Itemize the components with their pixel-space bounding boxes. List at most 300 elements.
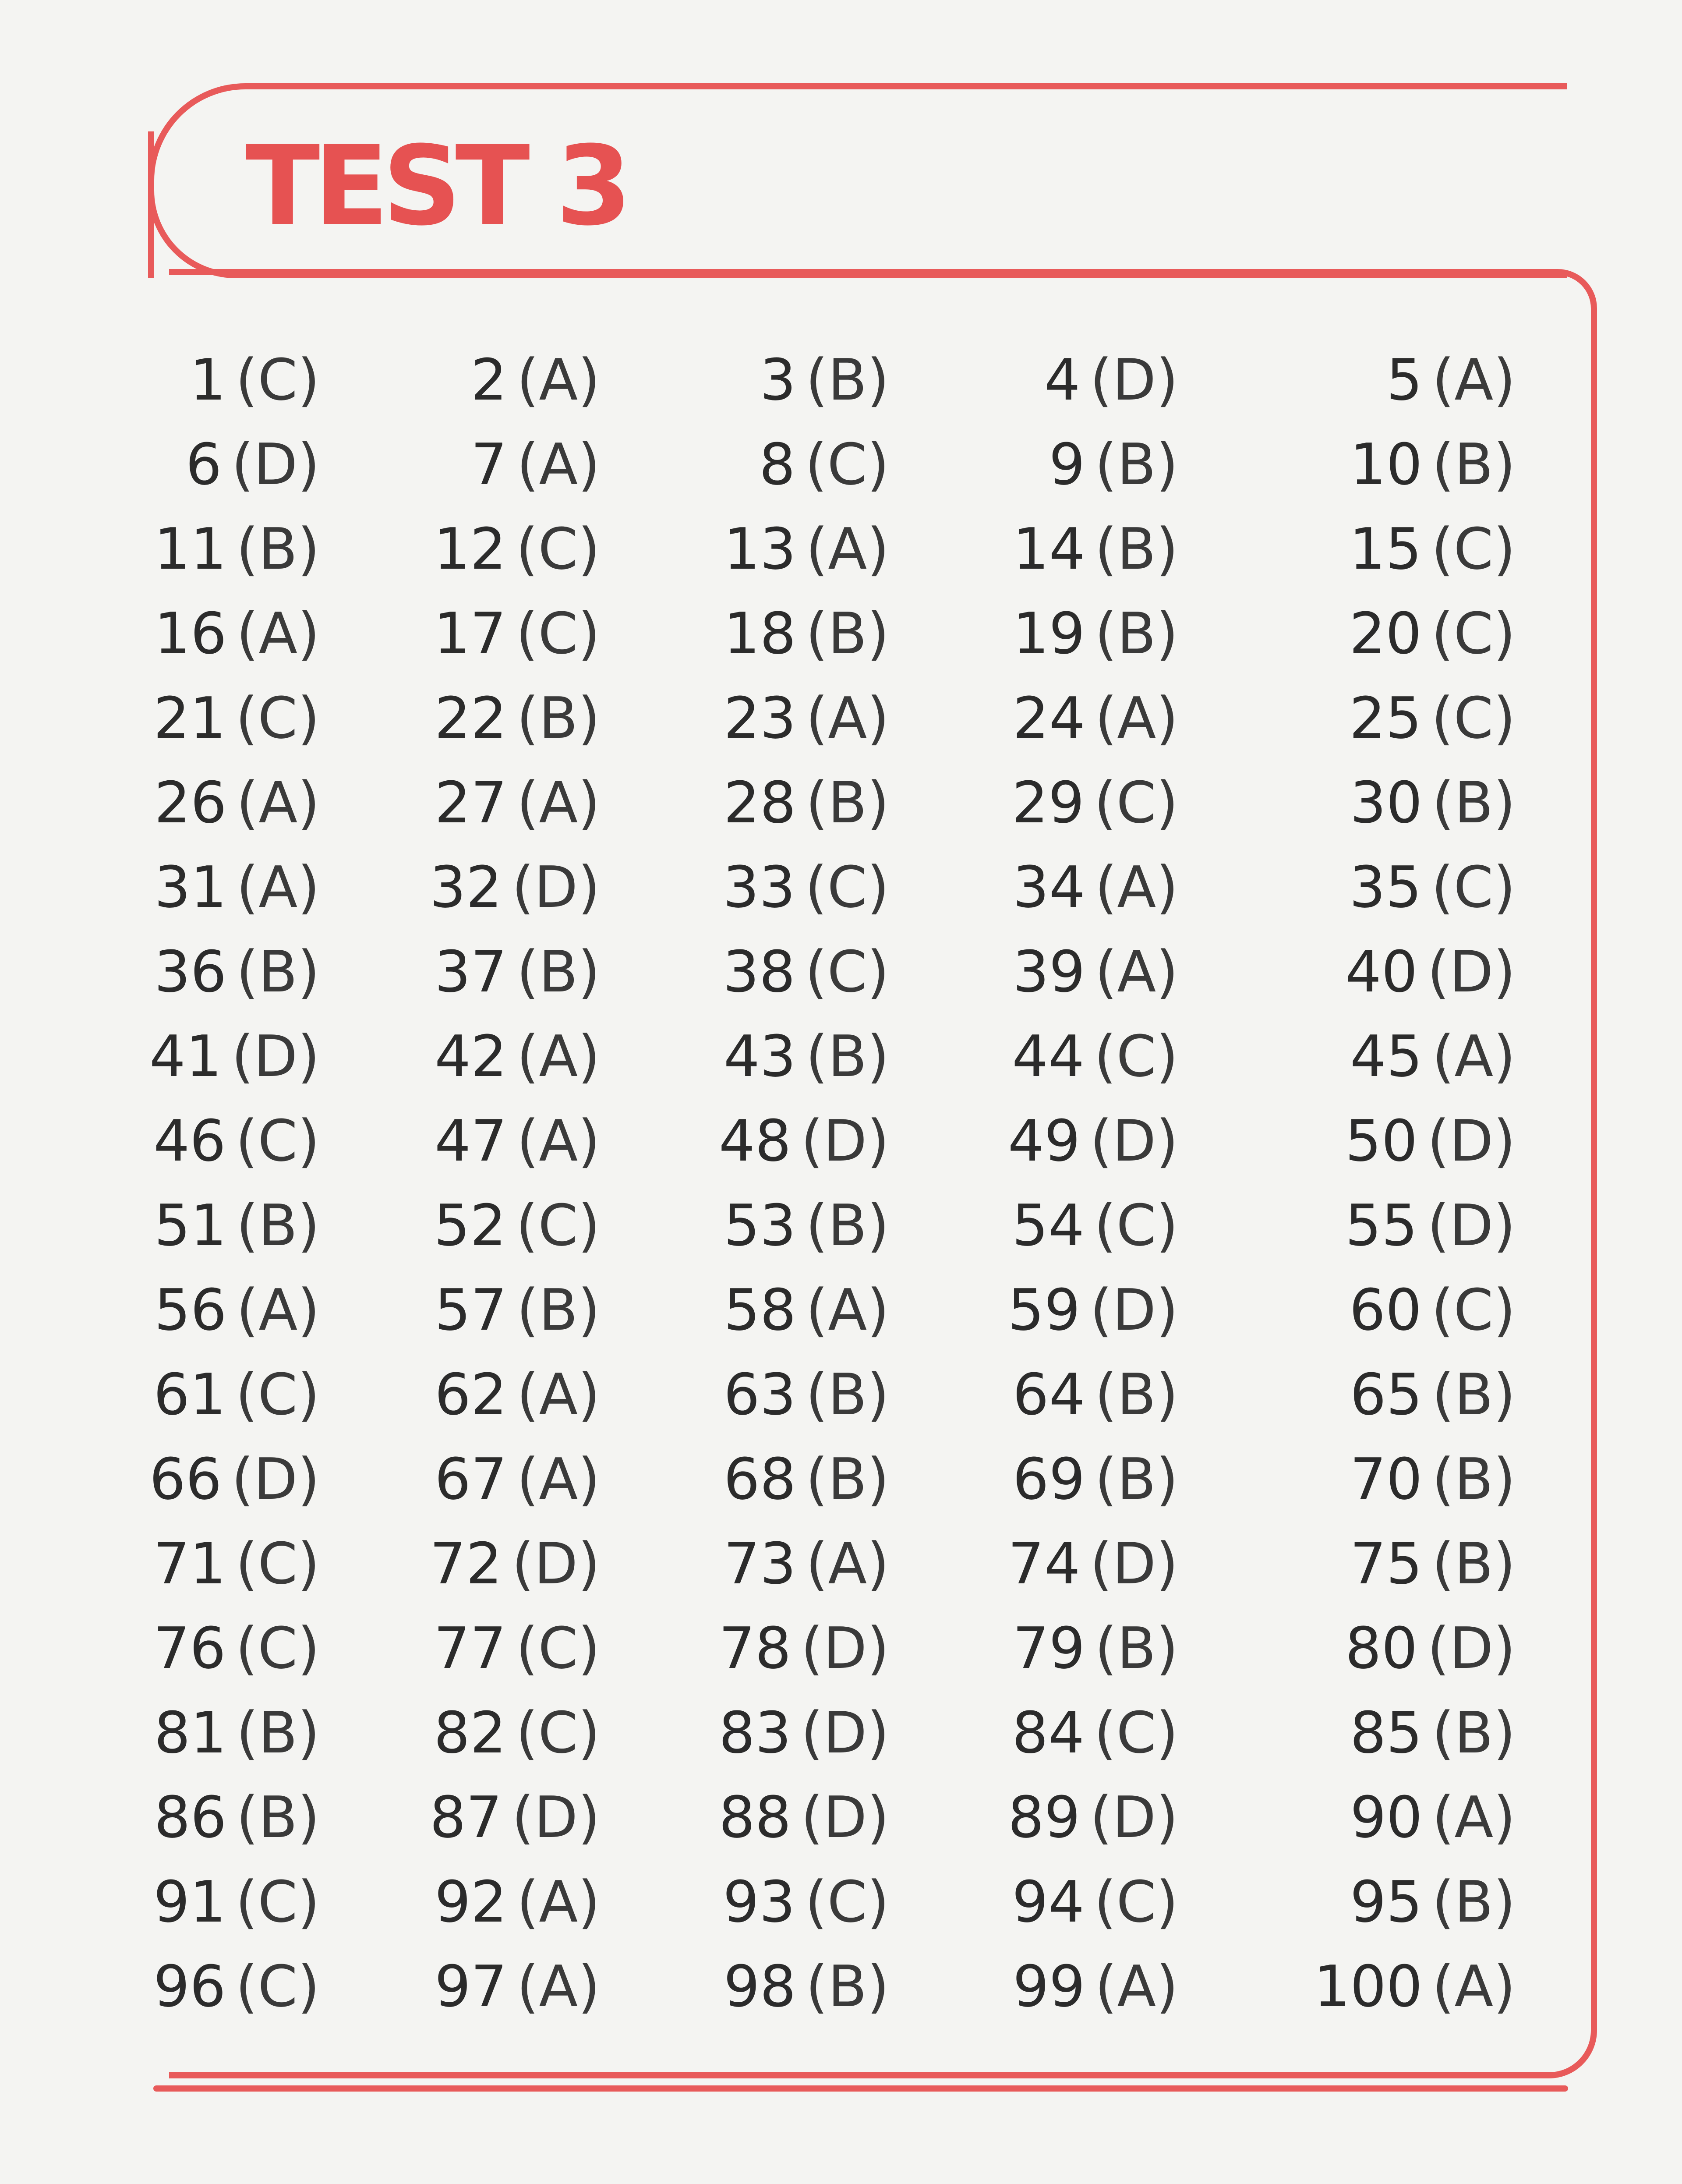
question-number: 76	[153, 1614, 226, 1681]
answer-choice: (C)	[805, 853, 889, 920]
answer-item	[434, 676, 731, 760]
answer-choice: (C)	[1431, 684, 1516, 751]
answer-item	[434, 1183, 731, 1267]
answer-choice: (D)	[231, 1023, 320, 1090]
question-number: 11	[154, 515, 227, 582]
answer-item	[723, 1352, 994, 1437]
answer-item	[1257, 929, 1520, 1014]
question-number: 85	[1350, 1699, 1423, 1766]
answer-choice: (B)	[1095, 1361, 1178, 1428]
answer-item	[994, 1606, 1257, 1690]
answer-item	[731, 337, 994, 422]
question-number: 14	[1012, 515, 1085, 582]
answer-choice: (C)	[1094, 1192, 1178, 1259]
question-number: 93	[723, 1868, 795, 1935]
question-number: 57	[434, 1276, 507, 1343]
question-number: 24	[1013, 684, 1085, 751]
question-number: 60	[1349, 1276, 1422, 1343]
answer-item	[994, 506, 1257, 591]
answer-choice: (C)	[235, 1614, 320, 1681]
answer-item	[994, 1521, 1257, 1606]
question-number: 86	[154, 1784, 227, 1851]
answer-item	[994, 1690, 1257, 1775]
answer-item	[994, 337, 1257, 422]
answer-item	[719, 1690, 994, 1775]
question-number: 27	[435, 769, 507, 836]
answer-choice: (B)	[516, 684, 600, 751]
answer-item	[434, 1606, 731, 1690]
answer-choice: (A)	[516, 1107, 600, 1174]
answer-item	[154, 506, 469, 591]
answer-item	[153, 1521, 469, 1606]
answer-choice: (B)	[806, 1361, 889, 1428]
question-number: 71	[153, 1530, 226, 1597]
answer-item	[723, 1183, 994, 1267]
answer-item	[994, 591, 1257, 676]
question-number: 41	[149, 1023, 222, 1090]
question-number: 35	[1349, 853, 1422, 920]
question-number: 77	[434, 1614, 506, 1681]
answer-item	[1257, 1437, 1520, 1521]
answer-choice: (B)	[806, 769, 889, 836]
answer-item	[994, 760, 1257, 845]
answer-choice: (B)	[1432, 769, 1516, 836]
question-number: 42	[435, 1023, 507, 1090]
answer-choice: (A)	[516, 431, 600, 498]
answer-item	[1257, 1014, 1520, 1098]
answer-item	[724, 506, 994, 591]
answer-item	[994, 1775, 1257, 1859]
answer-choice: (B)	[516, 938, 600, 1005]
answer-item	[724, 676, 994, 760]
question-number: 97	[435, 1953, 507, 2020]
question-number: 45	[1350, 1023, 1423, 1090]
answer-item	[1257, 1690, 1520, 1775]
answer-item	[994, 929, 1257, 1014]
answer-item	[149, 1014, 469, 1098]
answer-choice: (D)	[1090, 346, 1178, 413]
answer-choice: (A)	[1432, 1023, 1516, 1090]
answer-choice: (B)	[1432, 1868, 1516, 1935]
answer-grid	[149, 337, 1520, 2028]
question-number: 66	[149, 1445, 222, 1512]
question-number: 20	[1349, 600, 1422, 667]
answer-item	[1257, 845, 1520, 929]
answer-choice: (B)	[236, 1784, 320, 1851]
question-number: 70	[1350, 1445, 1423, 1512]
answer-item	[719, 1098, 994, 1183]
question-number: 54	[1012, 1192, 1085, 1259]
answer-item	[731, 422, 994, 506]
answer-item	[1257, 506, 1520, 591]
question-number: 80	[1345, 1614, 1418, 1681]
answer-item	[994, 1437, 1257, 1521]
answer-item	[1257, 1183, 1520, 1267]
answer-item	[154, 845, 469, 929]
question-number: 12	[434, 515, 506, 582]
answer-item	[149, 1437, 469, 1521]
question-number: 82	[434, 1699, 506, 1766]
question-number: 100	[1314, 1953, 1423, 2020]
answer-item	[994, 1859, 1257, 1944]
answer-item	[723, 1944, 994, 2028]
question-number: 87	[430, 1784, 502, 1851]
answer-item	[435, 1859, 731, 1944]
answer-choice: (B)	[806, 1445, 889, 1512]
answer-item	[154, 1775, 469, 1859]
answer-choice: (A)	[516, 346, 600, 413]
question-number: 67	[435, 1445, 507, 1512]
answer-choice: (A)	[1095, 853, 1178, 920]
answer-choice: (D)	[1427, 1192, 1516, 1259]
answer-choice: (C)	[235, 1361, 320, 1428]
answer-choice: (B)	[806, 1192, 889, 1259]
answer-choice: (C)	[805, 431, 889, 498]
question-number: 22	[434, 684, 507, 751]
answer-item	[154, 760, 469, 845]
question-number: 26	[154, 769, 227, 836]
answer-choice: (A)	[236, 1276, 320, 1343]
answer-item	[719, 1606, 994, 1690]
question-number: 30	[1350, 769, 1423, 836]
answer-choice: (A)	[806, 1276, 889, 1343]
answer-choice: (D)	[801, 1699, 889, 1766]
answer-choice: (D)	[1090, 1784, 1178, 1851]
answer-item	[994, 1267, 1257, 1352]
answer-item	[434, 1690, 731, 1775]
answer-item	[153, 1859, 469, 1944]
answer-choice: (A)	[1095, 1953, 1178, 2020]
answer-item	[994, 1352, 1257, 1437]
question-number: 9	[1049, 431, 1085, 498]
answer-item	[1257, 1859, 1520, 1944]
question-number: 48	[719, 1107, 792, 1174]
question-number: 95	[1350, 1868, 1423, 1935]
question-number: 51	[154, 1192, 227, 1259]
question-number: 10	[1350, 431, 1423, 498]
answer-choice: (A)	[516, 1868, 600, 1935]
question-number: 33	[723, 853, 795, 920]
answer-choice: (C)	[1094, 1023, 1178, 1090]
answer-item	[1257, 422, 1520, 506]
answer-item	[434, 1267, 731, 1352]
answer-choice: (B)	[806, 600, 889, 667]
answer-item	[994, 676, 1257, 760]
question-number: 91	[153, 1868, 226, 1935]
answer-choice: (D)	[1427, 938, 1516, 1005]
answer-choice: (C)	[1094, 1699, 1178, 1766]
question-number: 79	[1012, 1614, 1085, 1681]
question-number: 34	[1013, 853, 1085, 920]
question-number: 53	[723, 1192, 796, 1259]
answer-item	[435, 1098, 731, 1183]
question-number: 19	[1012, 600, 1085, 667]
answer-choice: (C)	[516, 1699, 600, 1766]
answer-choice: (C)	[1094, 1868, 1178, 1935]
question-number: 89	[1008, 1784, 1081, 1851]
question-number: 68	[723, 1445, 796, 1512]
question-number: 40	[1345, 938, 1418, 1005]
answer-choice: (A)	[806, 1530, 889, 1597]
answer-item	[1257, 1606, 1520, 1690]
question-number: 8	[759, 431, 795, 498]
answer-choice: (C)	[1431, 1276, 1516, 1343]
answer-choice: (D)	[1427, 1107, 1516, 1174]
answer-choice: (D)	[231, 1445, 320, 1512]
answer-choice: (A)	[516, 1361, 600, 1428]
answer-choice: (D)	[512, 853, 600, 920]
answer-choice: (D)	[801, 1614, 889, 1681]
answer-choice: (C)	[516, 1614, 600, 1681]
answer-choice: (A)	[1095, 938, 1178, 1005]
answer-item	[434, 929, 731, 1014]
question-number: 75	[1350, 1530, 1423, 1597]
answer-item	[435, 1437, 731, 1521]
question-number: 16	[154, 600, 227, 667]
page-title: TEST 3	[245, 122, 626, 250]
question-number: 17	[434, 600, 506, 667]
question-number: 43	[723, 1023, 796, 1090]
answer-item	[994, 1183, 1257, 1267]
question-number: 46	[153, 1107, 226, 1174]
answer-choice: (D)	[1090, 1276, 1178, 1343]
question-number: 23	[724, 684, 796, 751]
answer-item	[190, 337, 469, 422]
question-number: 64	[1012, 1361, 1085, 1428]
answer-item	[185, 422, 469, 506]
answer-choice: (C)	[235, 346, 320, 413]
question-number: 6	[185, 431, 222, 498]
answer-choice: (B)	[1095, 1614, 1178, 1681]
answer-choice: (C)	[805, 938, 889, 1005]
answer-item	[435, 760, 731, 845]
answer-item	[435, 1014, 731, 1098]
question-number: 31	[154, 853, 227, 920]
answer-item	[469, 337, 731, 422]
answer-choice: (D)	[801, 1784, 889, 1851]
question-number: 63	[723, 1361, 796, 1428]
answer-choice: (A)	[516, 769, 600, 836]
answer-item	[1257, 1521, 1520, 1606]
answer-item	[1257, 591, 1520, 676]
question-number: 5	[1386, 346, 1423, 413]
question-number: 18	[723, 600, 796, 667]
answer-choice: (C)	[516, 600, 600, 667]
answer-choice: (D)	[1090, 1107, 1178, 1174]
question-number: 84	[1012, 1699, 1085, 1766]
answer-choice: (B)	[236, 1699, 320, 1766]
answer-item	[154, 1183, 469, 1267]
answer-item	[154, 1690, 469, 1775]
answer-choice: (B)	[1432, 1361, 1516, 1428]
answer-choice: (B)	[1095, 1445, 1178, 1512]
answer-item	[723, 591, 994, 676]
answer-choice: (B)	[1432, 1699, 1516, 1766]
answer-item	[435, 1944, 731, 2028]
question-number: 72	[430, 1530, 502, 1597]
answer-choice: (C)	[235, 1107, 320, 1174]
question-number: 61	[153, 1361, 226, 1428]
question-number: 74	[1008, 1530, 1081, 1597]
bottom-divider	[153, 2085, 1568, 2092]
answer-item	[153, 1098, 469, 1183]
question-number: 59	[1008, 1276, 1081, 1343]
question-number: 32	[430, 853, 502, 920]
answer-item	[430, 1521, 731, 1606]
question-number: 21	[153, 684, 226, 751]
question-number: 69	[1012, 1445, 1085, 1512]
answer-choice: (A)	[1432, 1953, 1516, 2020]
question-number: 92	[435, 1868, 507, 1935]
answer-item	[719, 1775, 994, 1859]
answer-choice: (C)	[235, 1868, 320, 1935]
question-number: 50	[1345, 1107, 1418, 1174]
answer-item	[1257, 1098, 1520, 1183]
answer-choice: (C)	[235, 684, 320, 751]
answer-item	[1257, 1944, 1520, 2028]
answer-choice: (C)	[516, 1192, 600, 1259]
answer-choice: (C)	[805, 1868, 889, 1935]
question-number: 36	[154, 938, 227, 1005]
question-number: 15	[1349, 515, 1422, 582]
question-number: 52	[434, 1192, 506, 1259]
answer-choice: (C)	[1431, 853, 1516, 920]
answer-choice: (B)	[806, 346, 889, 413]
answer-choice: (D)	[512, 1530, 600, 1597]
answer-item	[1257, 1775, 1520, 1859]
answer-choice: (A)	[236, 600, 320, 667]
answer-item	[434, 506, 731, 591]
answer-choice: (D)	[1090, 1530, 1178, 1597]
question-number: 90	[1350, 1784, 1423, 1851]
answer-item	[153, 1944, 469, 2028]
answer-item	[430, 1775, 731, 1859]
answer-choice: (B)	[236, 1192, 320, 1259]
answer-choice: (D)	[512, 1784, 600, 1851]
answer-choice: (C)	[1431, 600, 1516, 667]
answer-item	[430, 845, 731, 929]
answer-item	[723, 1014, 994, 1098]
answer-choice: (B)	[1095, 600, 1178, 667]
answer-item	[1257, 337, 1520, 422]
answer-item	[435, 1352, 731, 1437]
answer-choice: (B)	[1432, 1445, 1516, 1512]
question-number: 13	[724, 515, 796, 582]
question-number: 38	[723, 938, 795, 1005]
answer-choice: (A)	[1432, 346, 1516, 413]
answer-choice: (B)	[806, 1953, 889, 2020]
question-number: 25	[1349, 684, 1422, 751]
answer-item	[1257, 1267, 1520, 1352]
question-number: 7	[470, 431, 507, 498]
answer-item	[994, 845, 1257, 929]
answer-choice: (A)	[236, 769, 320, 836]
question-number: 99	[1013, 1953, 1085, 2020]
question-number: 83	[719, 1699, 792, 1766]
answer-item	[724, 1267, 994, 1352]
question-number: 55	[1345, 1192, 1418, 1259]
answer-choice: (D)	[1427, 1614, 1516, 1681]
question-number: 39	[1013, 938, 1085, 1005]
question-number: 81	[154, 1699, 227, 1766]
answer-choice: (A)	[806, 684, 889, 751]
answer-choice: (C)	[235, 1953, 320, 2020]
answer-item	[994, 1014, 1257, 1098]
answer-choice: (A)	[1095, 684, 1178, 751]
answer-choice: (A)	[1432, 1784, 1516, 1851]
question-number: 29	[1012, 769, 1085, 836]
question-number: 62	[435, 1361, 507, 1428]
answer-item	[723, 1437, 994, 1521]
answer-item	[994, 1098, 1257, 1183]
question-number: 96	[153, 1953, 226, 2020]
answer-item	[154, 1267, 469, 1352]
answer-item	[154, 591, 469, 676]
answer-item	[153, 1606, 469, 1690]
answer-choice: (B)	[1095, 515, 1178, 582]
answer-item	[469, 422, 731, 506]
answer-choice: (C)	[235, 1530, 320, 1597]
answer-choice: (A)	[236, 853, 320, 920]
question-number: 37	[434, 938, 507, 1005]
answer-item	[994, 422, 1257, 506]
answer-item	[153, 1352, 469, 1437]
answer-item	[1257, 676, 1520, 760]
question-number: 47	[435, 1107, 507, 1174]
answer-choice: (B)	[236, 938, 320, 1005]
answer-item	[994, 1944, 1257, 2028]
answer-choice: (B)	[1095, 431, 1178, 498]
question-number: 2	[470, 346, 507, 413]
question-number: 88	[719, 1784, 792, 1851]
answer-choice: (B)	[806, 1023, 889, 1090]
question-number: 78	[719, 1614, 792, 1681]
answer-item	[1257, 760, 1520, 845]
answer-choice: (A)	[516, 1023, 600, 1090]
question-number: 4	[1044, 346, 1081, 413]
question-number: 1	[190, 346, 226, 413]
answer-item	[723, 929, 994, 1014]
question-number: 98	[723, 1953, 796, 2020]
answer-item	[723, 1859, 994, 1944]
answer-item	[153, 676, 469, 760]
answer-choice: (B)	[236, 515, 320, 582]
question-number: 49	[1008, 1107, 1081, 1174]
answer-item	[154, 929, 469, 1014]
question-number: 28	[723, 769, 796, 836]
question-number: 94	[1012, 1868, 1085, 1935]
answer-choice: (B)	[516, 1276, 600, 1343]
question-number: 58	[724, 1276, 796, 1343]
answer-item	[723, 845, 994, 929]
answer-choice: (A)	[806, 515, 889, 582]
question-number: 3	[760, 346, 796, 413]
answer-choice: (D)	[801, 1107, 889, 1174]
answer-item	[723, 760, 994, 845]
question-number: 65	[1350, 1361, 1423, 1428]
question-number: 73	[724, 1530, 796, 1597]
answer-choice: (C)	[1094, 769, 1178, 836]
answer-choice: (D)	[231, 431, 320, 498]
question-number: 44	[1012, 1023, 1085, 1090]
answer-item	[724, 1521, 994, 1606]
answer-choice: (A)	[516, 1953, 600, 2020]
answer-item	[434, 591, 731, 676]
answer-choice: (B)	[1432, 431, 1516, 498]
answer-choice: (C)	[1431, 515, 1516, 582]
answer-item	[1257, 1352, 1520, 1437]
answer-choice: (C)	[516, 515, 600, 582]
